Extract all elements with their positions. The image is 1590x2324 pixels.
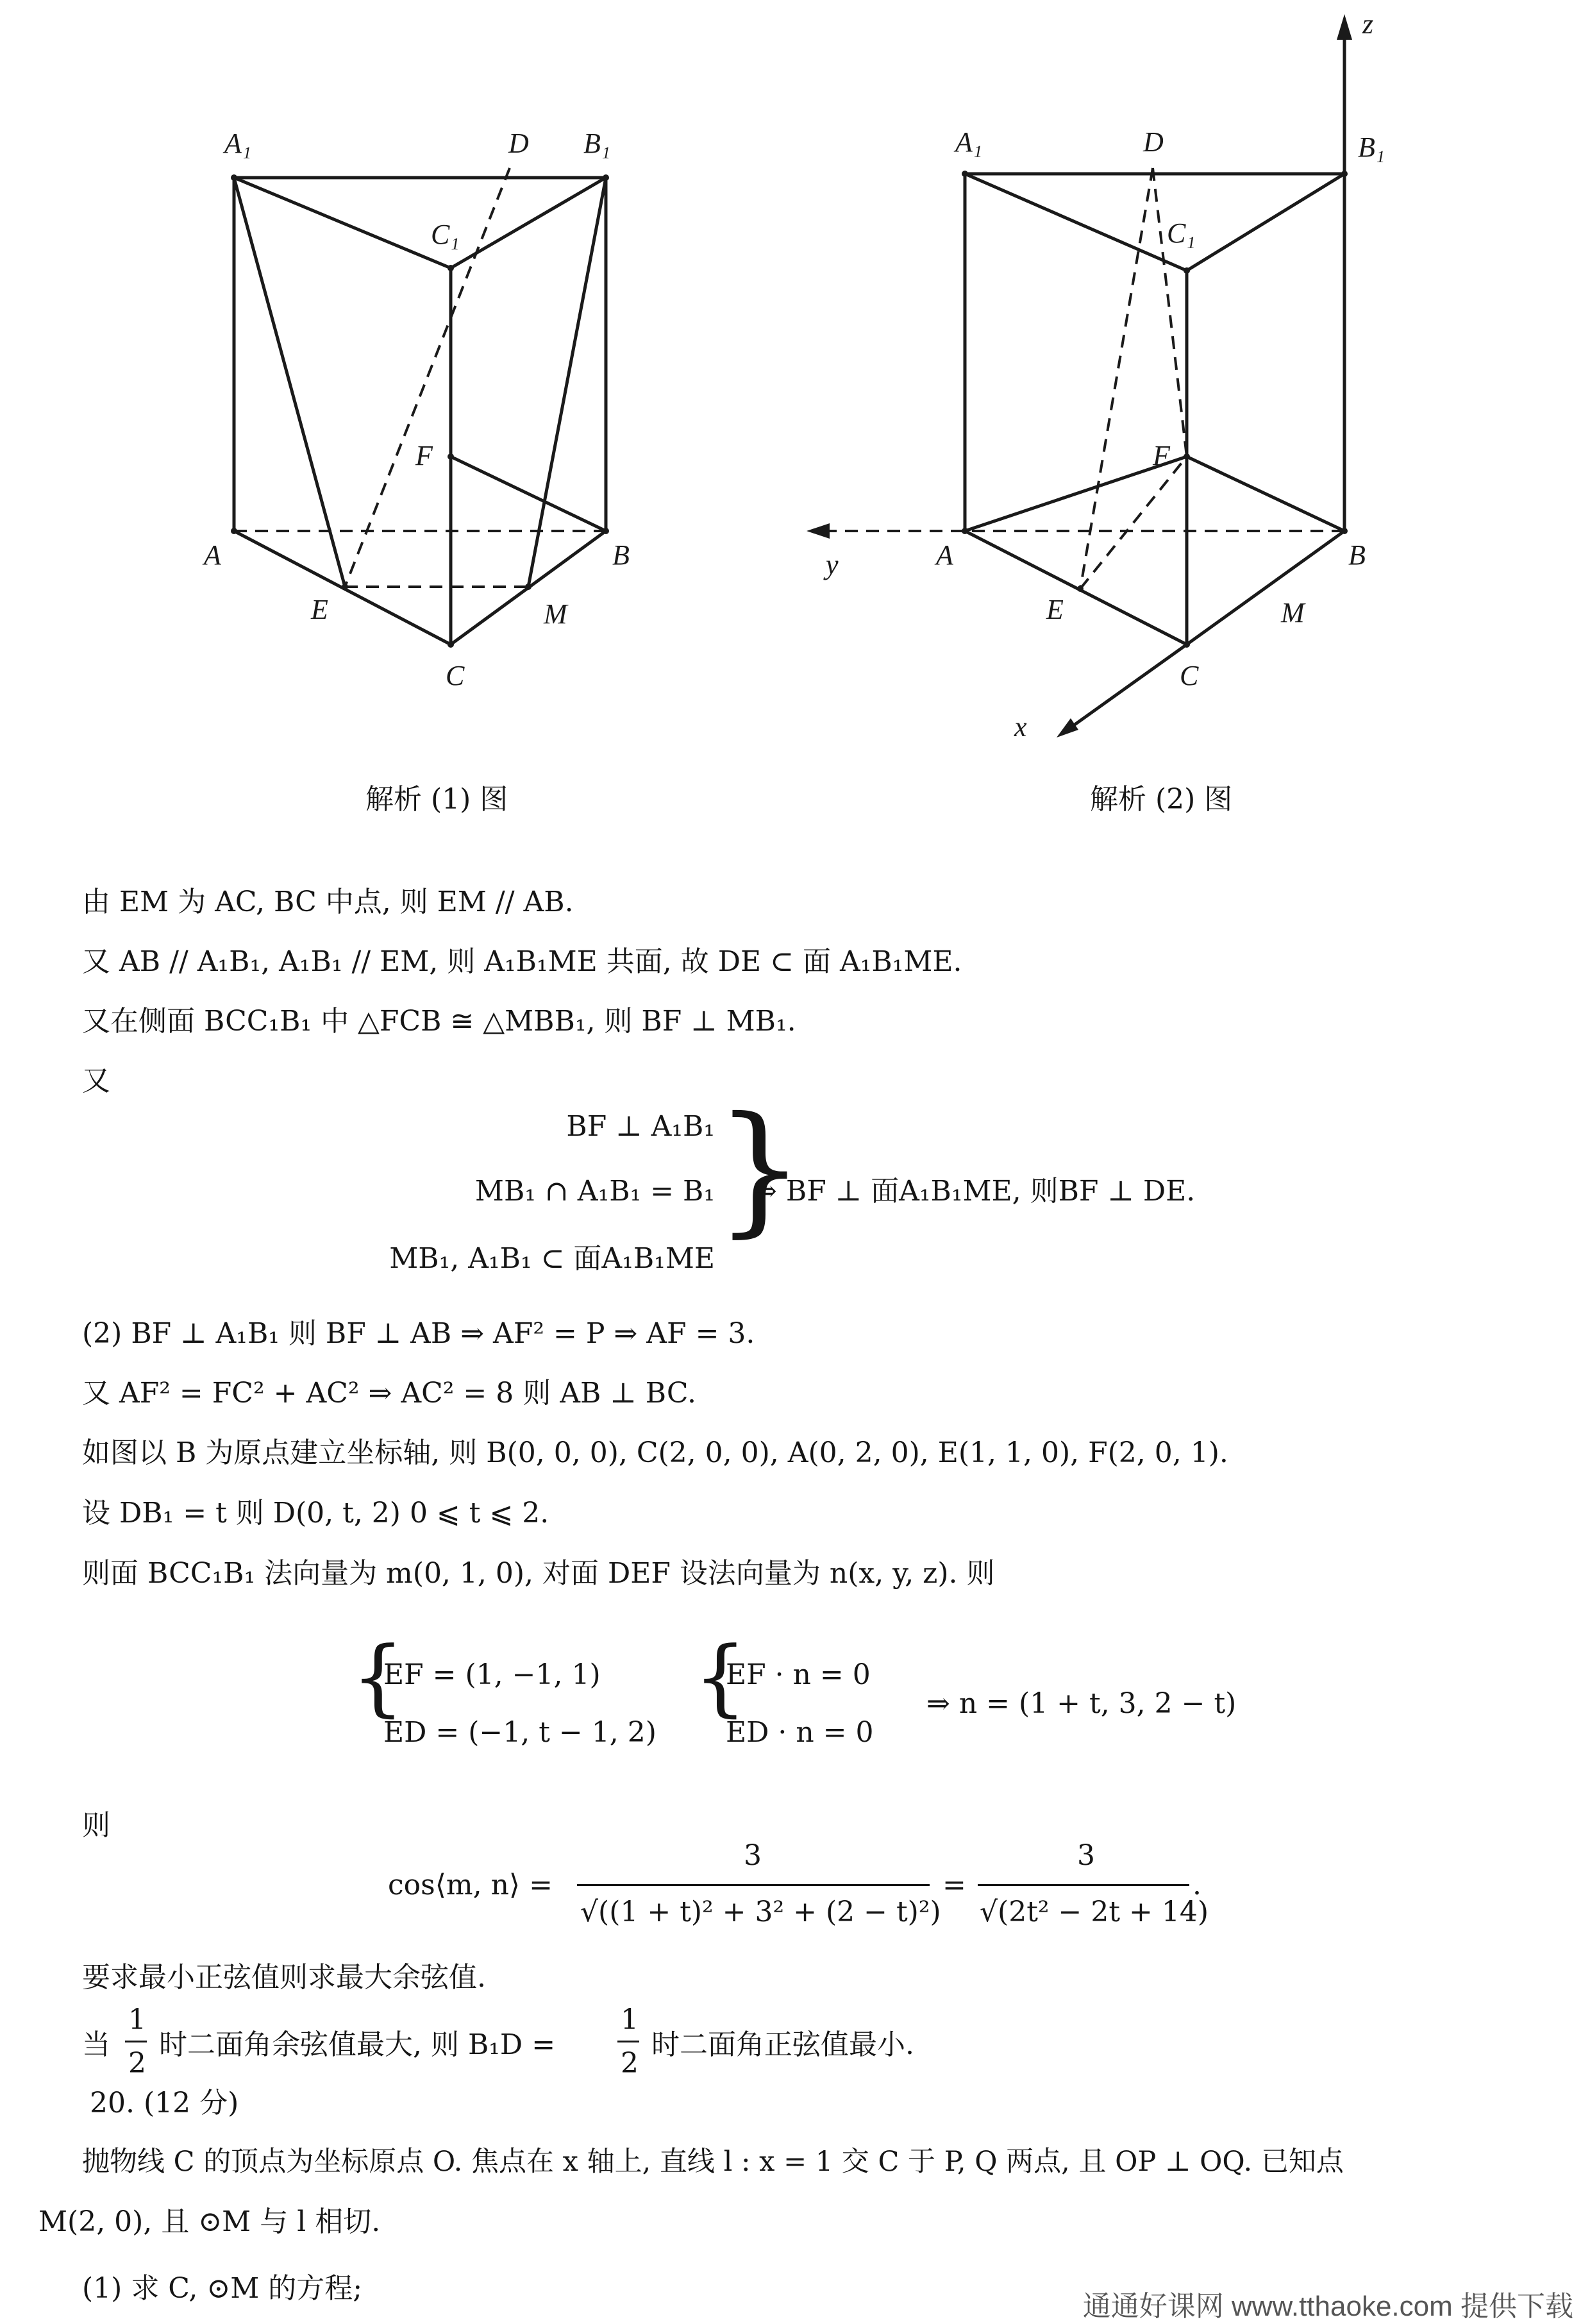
text-line-3: 又在侧面 BCC₁B₁ 中 △FCB ≅ △MBB₁, 则 BF ⊥ MB₁. [82, 1005, 796, 1038]
axis-z: z [1362, 8, 1374, 40]
figure-1-caption: 解析 (1) 图 [365, 783, 508, 816]
cos-numerator-1: 3 [744, 1839, 762, 1872]
fraction-2-numerator: 1 [621, 2003, 639, 2036]
label-F: F [1153, 440, 1170, 471]
cos-equals: = [942, 1869, 966, 1901]
fraction-1-bar [125, 2041, 147, 2042]
system2-eq-2: ED = (−1, t − 1, 2) [383, 1716, 657, 1749]
system1-right-brace: } [715, 1086, 805, 1250]
text-line-8: 设 DB₁ = t 则 D(0, t, 2) 0 ⩽ t ⩽ 2. [82, 1497, 549, 1529]
cos-fraction-bar-1 [577, 1884, 930, 1886]
cos-denominator-2: √(2t² − 2t + 14) [980, 1896, 1209, 1928]
label-B: B [1348, 539, 1366, 571]
cos-fraction-bar-2 [978, 1884, 1189, 1886]
fraction-2-denominator: 2 [621, 2047, 639, 2080]
problem-20-part-1: (1) 求 C, ⊙M 的方程; [82, 2272, 363, 2305]
text-line-9: 则面 BCC₁B₁ 法向量为 m(0, 1, 0), 对面 DEF 设法向量为 n(x, y, z). 则 [82, 1557, 995, 1590]
text-line-12-part-3: 时二面角正弦值最小. [651, 2028, 914, 2061]
text-line-5: (2) BF ⊥ A₁B₁ 则 BF ⊥ AB ⇒ AF² = P ⇒ AF = 3. [82, 1317, 755, 1350]
cos-lhs: cos⟨m, n⟩ = [388, 1869, 553, 1901]
text-line-12-part-1: 当 [82, 2028, 110, 2061]
system1-row-2: MB₁ ∩ A₁B₁ = B₁ [474, 1175, 715, 1208]
label-E: E [311, 594, 328, 625]
label-C1: C₁ [431, 219, 460, 250]
label-A: A [936, 539, 953, 571]
label-A: A [204, 539, 221, 571]
system2-left-brace-1: { [351, 1628, 405, 1726]
fraction-2-bar [617, 2041, 639, 2042]
text-line-4: 又 [82, 1065, 110, 1097]
axis-y: y [826, 549, 839, 580]
label-E: E [1046, 594, 1064, 625]
label-B1: B₁ [1358, 131, 1385, 163]
system1-row-3: MB₁, A₁B₁ ⊂ 面A₁B₁ME [389, 1242, 715, 1275]
figure-2-prism [769, 0, 1590, 834]
text-line-1: 由 EM 为 AC, BC 中点, 则 EM // AB. [82, 886, 574, 918]
label-M: M [1281, 597, 1305, 628]
figure-2-caption: 解析 (2) 图 [1090, 783, 1233, 816]
watermark: 通通好课网 www.tthaoke.com 提供下载 [1082, 2291, 1573, 2322]
system1-row-1: BF ⊥ A₁B₁ [566, 1110, 715, 1143]
label-C: C [1180, 660, 1199, 691]
fraction-1-numerator: 1 [128, 2003, 146, 2036]
label-A1: A₁ [955, 126, 983, 158]
text-line-7: 如图以 B 为原点建立坐标轴, 则 B(0, 0, 0), C(2, 0, 0), A(0, 2, 0), E(1, 1, 0), F(2, 0, 1). [82, 1436, 1228, 1469]
problem-20-text-1: 抛物线 C 的顶点为坐标原点 O. 焦点在 x 轴上, 直线 l : x = 1 交 C 于 P, Q 两点, 且 OP ⊥ OQ. 已知点 [82, 2146, 1344, 2178]
problem-20-text-2: M(2, 0), 且 ⊙M 与 l 相切. [38, 2205, 381, 2238]
label-C: C [446, 660, 465, 691]
cos-denominator-1: √((1 + t)² + 3² + (2 − t)²) [580, 1896, 941, 1928]
axis-x: x [1014, 711, 1027, 743]
system1-conclusion: ⇒ BF ⊥ 面A₁B₁ME, 则BF ⊥ DE. [753, 1175, 1196, 1208]
text-line-6: 又 AF² = FC² + AC² ⇒ AC² = 8 则 AB ⊥ BC. [82, 1377, 696, 1410]
label-D: D [508, 128, 529, 159]
label-B: B [612, 539, 630, 571]
text-line-2: 又 AB // A₁B₁, A₁B₁ // EM, 则 A₁B₁ME 共面, 故 DE ⊂ 面 A₁B₁ME. [82, 945, 962, 978]
label-A1: A₁ [224, 128, 252, 159]
system2-eq-1: EF = (1, −1, 1) [383, 1658, 601, 1691]
label-D: D [1143, 126, 1164, 158]
label-M: M [544, 598, 567, 630]
text-line-11: 要求最小正弦值则求最大余弦值. [82, 1961, 486, 1994]
cos-period: . [1192, 1869, 1201, 1901]
text-line-10: 则 [82, 1809, 110, 1842]
system2-left-brace-2: { [694, 1628, 747, 1726]
label-C1: C₁ [1167, 217, 1196, 249]
system2-eq-3: EF · n = 0 [726, 1658, 871, 1691]
system2-conclusion: ⇒ n = (1 + t, 3, 2 − t) [926, 1687, 1237, 1720]
text-line-12-part-2: 时二面角余弦值最大, 则 B₁D = [159, 2028, 556, 2061]
label-B1: B₁ [583, 128, 611, 159]
label-F: F [415, 440, 433, 471]
figure-1-prism [0, 0, 705, 834]
fraction-1-denominator: 2 [128, 2047, 146, 2080]
cos-numerator-2: 3 [1077, 1839, 1095, 1872]
system2-eq-4: ED · n = 0 [726, 1716, 874, 1749]
problem-20-heading: 20. (12 分) [90, 2087, 239, 2119]
